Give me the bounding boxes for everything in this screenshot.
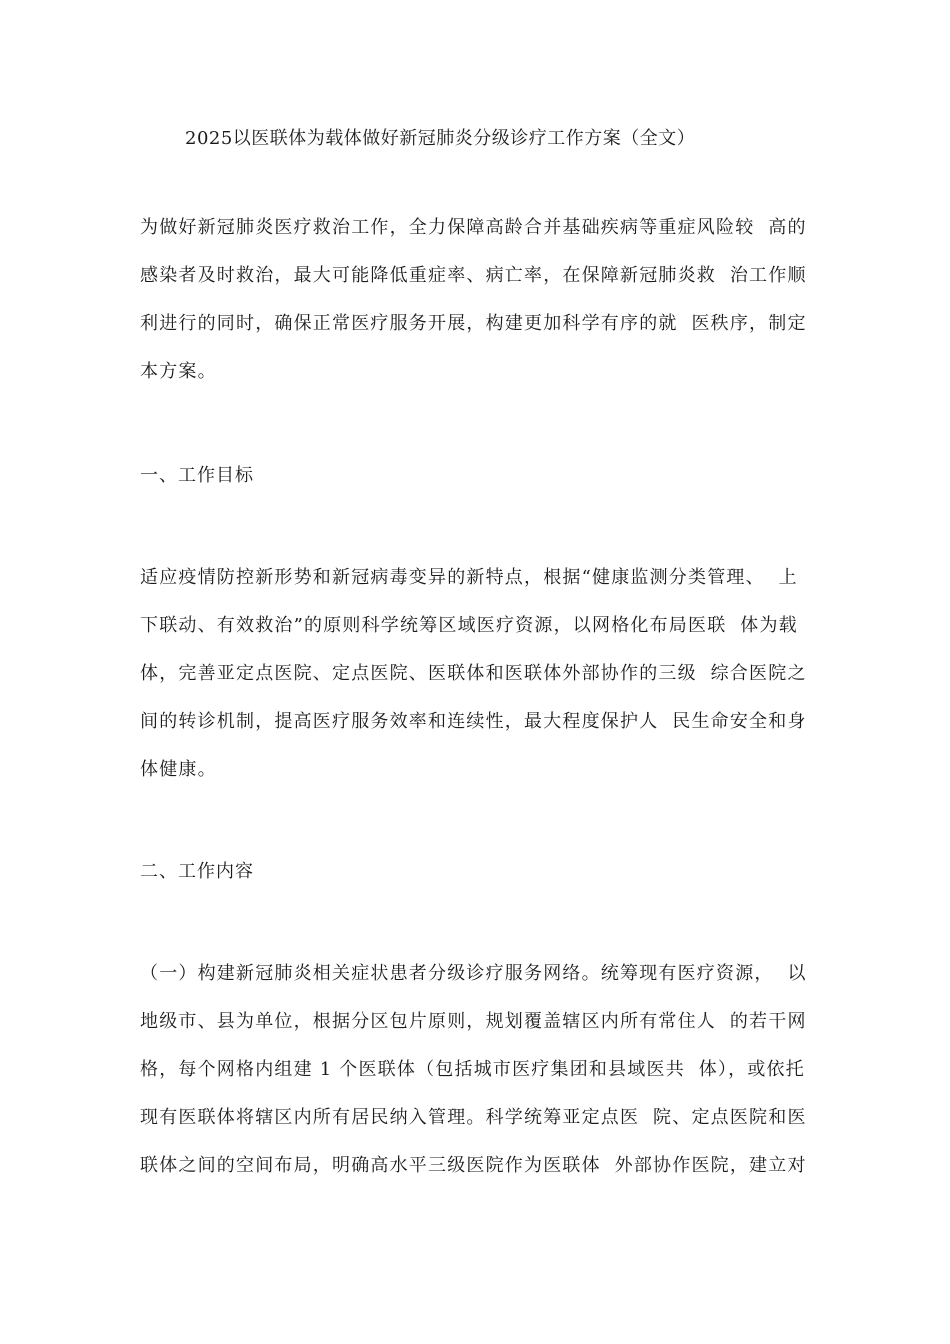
document-title: 2025以医联体为载体做好新冠肺炎分级诊疗工作方案（全文） — [185, 128, 696, 149]
intro-line-3: 利进行的同时，确保正常医疗服务开展，构建更加科学有序的就 医秩序，制定 — [140, 313, 807, 334]
section-1-line-2: 下联动、有效救治”的原则科学统筹区域医疗资源，以网格化布局医联 体为载 — [140, 615, 798, 636]
intro-line-1: 为做好新冠肺炎医疗救治工作，全力保障高龄合并基础疾病等重症风险较 高的 — [140, 217, 807, 238]
section-2-line-5: 联体之间的空间布局，明确高水平三级医院作为医联体 外部协作医院，建立对 — [140, 1155, 807, 1176]
section-1-line-4: 间的转诊机制，提高医疗服务效率和连续性，最大程度保护人 民生命安全和身 — [140, 711, 807, 732]
section-2-line-3: 格，每个网格内组建 1 个医联体（包括城市医疗集团和县域医共 体），或依托 — [140, 1059, 805, 1080]
section-1-line-1: 适应疫情防控新形势和新冠病毒变异的新特点，根据“健康监测分类管理、 上 — [140, 567, 798, 588]
section-2-line-2: 地级市、县为单位，根据分区包片原则，规划覆盖辖区内所有常住人 的若干网 — [140, 1011, 807, 1032]
section-2-heading: 二、工作内容 — [140, 861, 254, 882]
intro-line-4: 本方案。 — [140, 361, 217, 382]
section-1-heading: 一、工作目标 — [140, 465, 254, 486]
section-1-line-5: 体健康。 — [140, 759, 217, 780]
section-1-line-3: 体，完善亚定点医院、定点医院、医联体和医联体外部协作的三级 综合医院之 — [140, 663, 807, 684]
section-2-line-4: 现有医联体将辖区内所有居民纳入管理。科学统筹亚定点医 院、定点医院和医 — [140, 1107, 807, 1128]
intro-line-2: 感染者及时救治，最大可能降低重症率、病亡率，在保障新冠肺炎救 治工作顺 — [140, 265, 807, 286]
section-2-line-1: （一）构建新冠肺炎相关症状患者分级诊疗服务网络。统筹现有医疗资源， 以 — [140, 963, 807, 984]
